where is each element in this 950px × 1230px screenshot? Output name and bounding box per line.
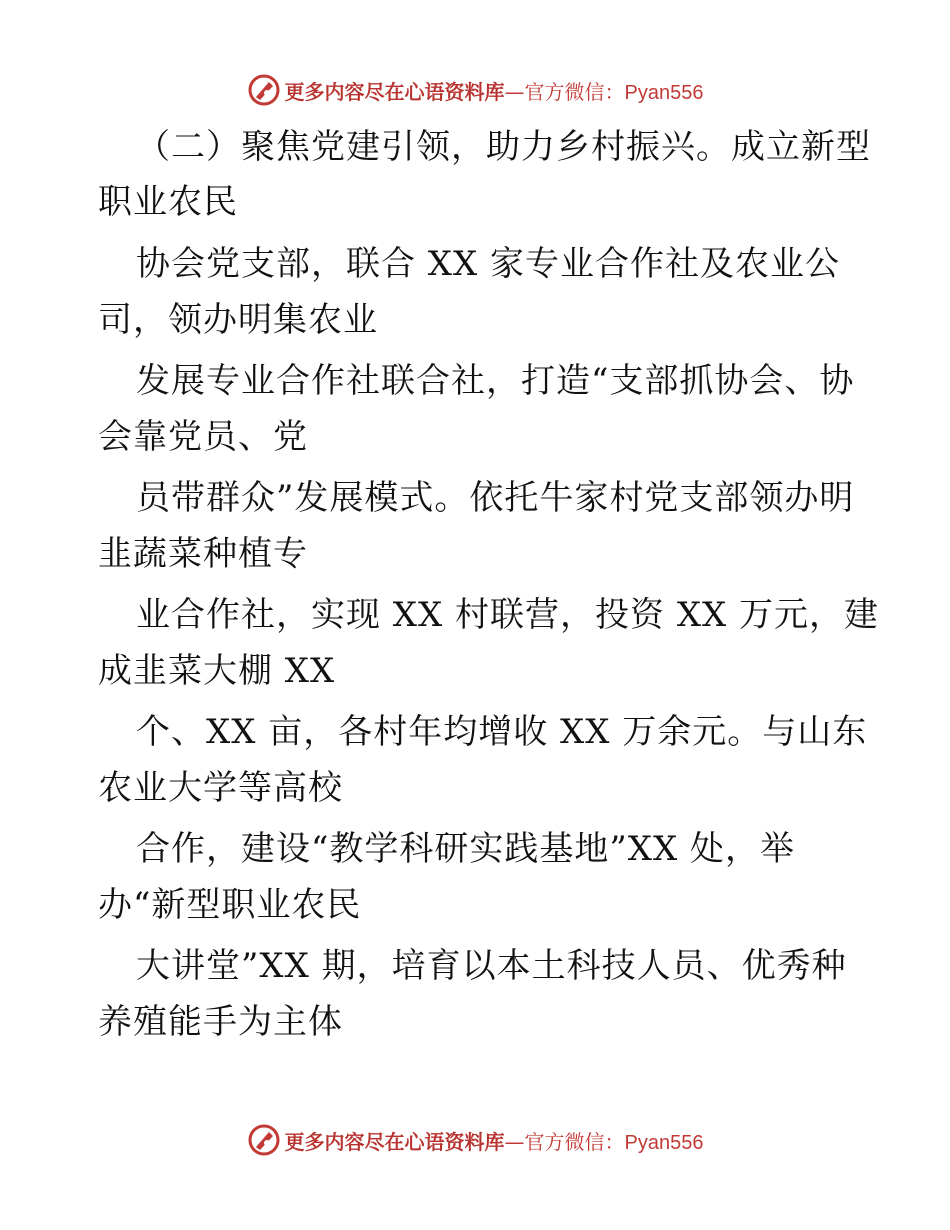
body-line-14: 办“新型职业农民 [98, 885, 362, 925]
body-line-6: 会靠党员、党 [98, 417, 308, 457]
body-line-15: 大讲堂”XX 期，培育以本土科技人员、优秀种 [136, 946, 847, 986]
body-line-5: 发展专业合作社联合社，打造“支部抓协会、协 [136, 361, 855, 401]
body-line-13: 合作，建设“教学科研实践基地”XX 处，举 [136, 829, 795, 869]
header-wechat-label: 官方微信： [524, 79, 625, 104]
footer-wechat-id: Pyan556 [624, 1131, 704, 1154]
body-line-8: 韭蔬菜种植专 [98, 534, 308, 574]
body-line-10: 成韭菜大棚 XX [98, 651, 336, 691]
footer-banner [0, 1120, 950, 1160]
header-wechat-id: Pyan556 [624, 81, 704, 104]
body-line-16: 养殖能手为主体 [98, 1002, 343, 1042]
body-line-12: 农业大学等高校 [98, 768, 343, 808]
footer-dash: — [504, 1129, 525, 1154]
body-line-9: 业合作社，实现 XX 村联营，投资 XX 万元，建 [136, 595, 880, 635]
footer-text [285, 1126, 704, 1155]
footer-brand: 更多内容尽在心语资料库 [284, 1129, 505, 1154]
body-line-3: 协会党支部，联合 XX 家专业合作社及农业公 [136, 244, 841, 284]
body-line-7: 员带群众”发展模式。依托牛家村党支部领办明 [136, 478, 855, 518]
footer-wechat-label: 官方微信： [524, 1129, 625, 1154]
logo-icon [247, 1123, 281, 1157]
header-dash: — [504, 79, 525, 104]
body-line-11: 个、XX 亩，各村年均增收 XX 万余元。与山东 [136, 712, 868, 752]
body-line-2: 职业农民 [98, 182, 238, 222]
body-line-4: 司，领办明集农业 [98, 300, 378, 340]
body-line-1: （二）聚焦党建引领，助力乡村振兴。成立新型 [136, 127, 871, 167]
header-brand: 更多内容尽在心语资料库 [284, 79, 505, 104]
